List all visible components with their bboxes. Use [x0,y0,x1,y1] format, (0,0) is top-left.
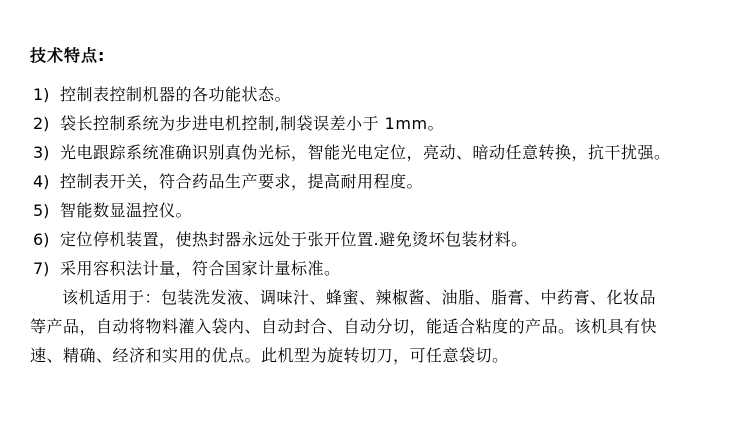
feature-item [30,196,722,225]
feature-number: 3) [33,143,50,162]
feature-item [30,109,722,138]
feature-text: 控制表开关，符合药品生产要求，提高耐用程度。 [60,172,424,191]
feature-text: 袋长控制系统为步进电机控制,制袋误差小于 1mm。 [60,114,445,133]
paragraph-line: 速、精确、经济和实用的优点。此机型为旋转切刀，可任意袋切。 [30,346,509,365]
feature-text: 智能数显温控仪。 [60,201,193,220]
feature-item [30,80,722,109]
feature-text: 控制表控制机器的各功能状态。 [60,85,292,104]
feature-text: 光电跟踪系统准确识别真伪光标，智能光电定位，亮动、暗动任意转换，抗干扰强。 [60,143,671,162]
feature-number: 1) [33,85,50,104]
feature-number: 4) [33,172,50,191]
feature-number: 6) [33,230,50,249]
feature-item [30,225,722,254]
feature-text: 定位停机装置，使热封器永远处于张开位置.避免烫坏包装材料。 [60,230,528,249]
feature-item [30,254,722,283]
paragraph-line: 该机适用于：包装洗发液、调味汁、蜂蜜、辣椒酱、油脂、脂膏、中药膏、化妆品 [62,288,657,307]
page-title: 技术特点: [30,46,106,65]
feature-number: 7) [33,259,50,278]
paragraph-line: 等产品，自动将物料灌入袋内、自动封合、自动分切，能适合粘度的产品。该机具有快 [30,317,658,336]
feature-number: 2) [33,114,50,133]
feature-number: 5) [33,201,50,220]
feature-item [30,138,722,167]
feature-item [30,167,722,196]
feature-text: 采用容积法计量，符合国家计量标准。 [60,259,341,278]
